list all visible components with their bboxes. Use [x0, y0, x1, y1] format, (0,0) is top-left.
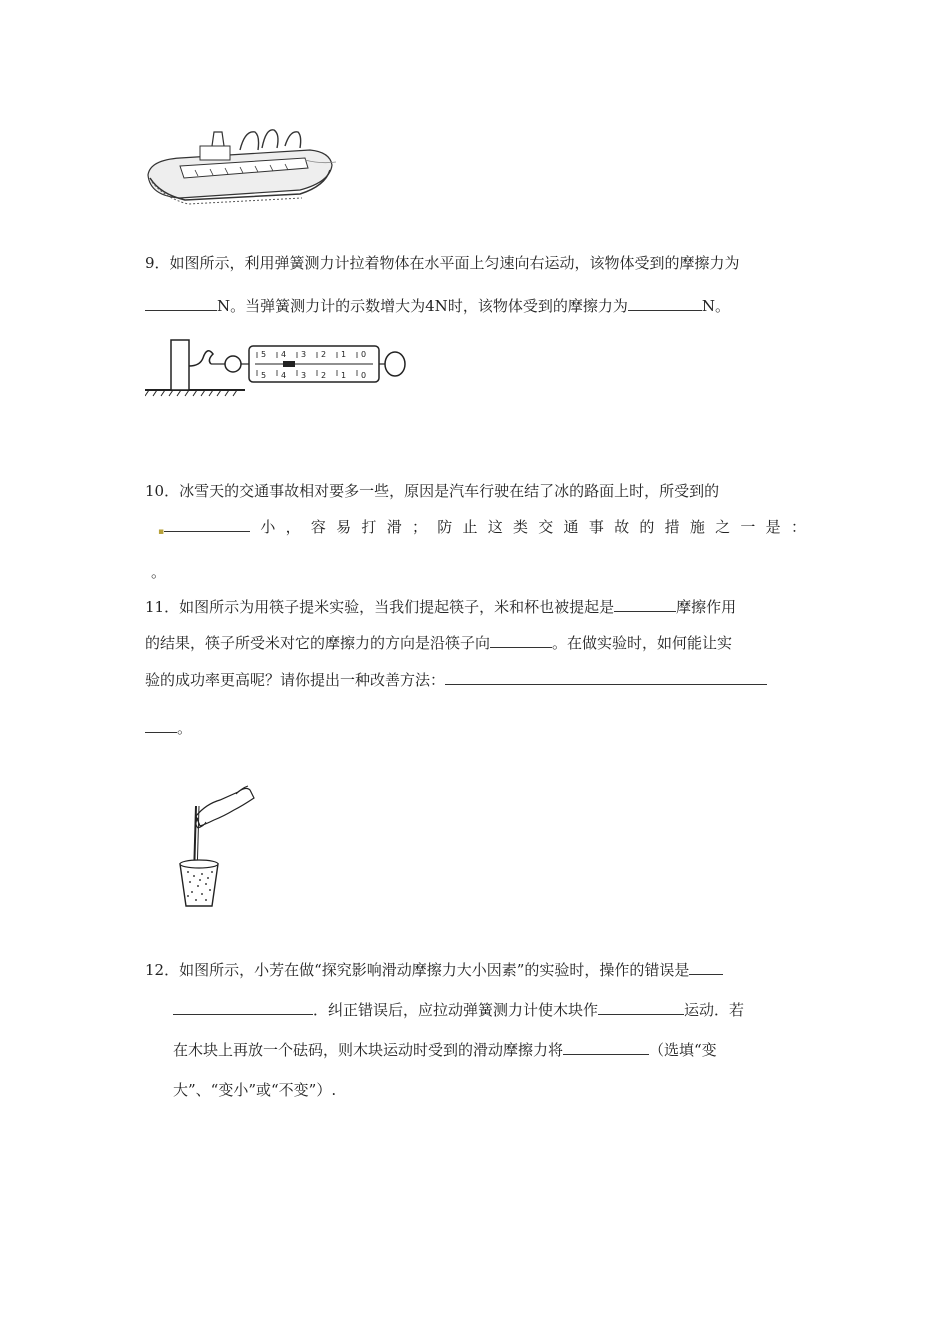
- q10-char: 这: [487, 518, 503, 536]
- q12-line-4: [173, 1080, 336, 1100]
- q10-char: 的: [639, 518, 655, 536]
- q10-char: 易: [336, 518, 352, 536]
- scale-tick-bottom-1: 1: [341, 371, 347, 380]
- q12-blank-1a[interactable]: [689, 960, 723, 975]
- q11-text-2b: 。在做实验时，如何能让实: [552, 634, 733, 652]
- q10-text-1: 10．冰雪天的交通事故相对要多一些，原因是汽车行驶在结了冰的路面上时，所受到的: [145, 482, 720, 500]
- q12-line-1: [145, 960, 723, 980]
- q11-text-1a: 11．如图所示为用筷子提米实验，当我们提起筷子，米和杯也被提起是: [145, 598, 615, 616]
- q11-blank-4[interactable]: [145, 718, 177, 733]
- q12-blank-1b[interactable]: [173, 1000, 313, 1015]
- q10-char: 措: [664, 518, 680, 536]
- scale-tick-bottom-2: 2: [321, 371, 327, 380]
- q9-text-2: N。当弹簧测力计的示数增大为: [217, 297, 426, 315]
- q10-blank-wrap: [158, 517, 250, 537]
- q9-force-value: 4N: [425, 297, 448, 315]
- q10-char: 之: [715, 518, 731, 536]
- scale-tick-bottom-5: 5: [261, 371, 267, 380]
- q12-blank-3[interactable]: [563, 1040, 649, 1055]
- q10-char: 事: [588, 518, 604, 536]
- q9-blank-1[interactable]: [145, 296, 217, 311]
- q11-line-3: [145, 670, 767, 690]
- q9-blank-2[interactable]: [628, 296, 702, 311]
- scale-tick-top-2: 2: [321, 350, 327, 359]
- q12-text-3b: （选填“变: [649, 1041, 717, 1059]
- q10-char: 是: [765, 518, 781, 536]
- q11-blank-3[interactable]: [445, 670, 767, 685]
- spring-scale-image: [145, 336, 415, 400]
- q11-blank-2[interactable]: [490, 633, 552, 648]
- q10-char: 止: [462, 518, 478, 536]
- hovercraft-image: [140, 120, 340, 210]
- q9-text-4: N。: [701, 297, 730, 315]
- q11-line-2: [145, 633, 732, 653]
- q10-char: 故: [614, 518, 630, 536]
- q10-char: 防: [437, 518, 453, 536]
- scale-tick-bottom-4: 4: [281, 371, 287, 380]
- scale-tick-top-3: 3: [301, 350, 307, 359]
- q10-text-3: 。: [151, 563, 167, 581]
- q11-text-4: 。: [177, 719, 193, 737]
- q12-blank-2[interactable]: [598, 1000, 684, 1015]
- q10-char: 打: [361, 518, 377, 536]
- q12-text-3a: 在木块上再放一个砝码，则木块运动时受到的滑动摩擦力将: [173, 1041, 564, 1059]
- q11-blank-1[interactable]: [614, 597, 676, 612]
- q9-text-1: 9．如图所示，利用弹簧测力计拉着物体在水平面上匀速向右运动，该物体受到的摩擦力为: [145, 254, 740, 272]
- scale-tick-top-4: 4: [281, 350, 287, 359]
- q10-char: 容: [310, 518, 326, 536]
- q9-text-3: 时，该物体受到的摩擦力为: [447, 297, 628, 315]
- scale-tick-top-0: 0: [361, 350, 367, 359]
- q12-line-3: [173, 1040, 717, 1060]
- q9-line-2: [145, 296, 730, 316]
- chopstick-rice-image: [176, 776, 256, 910]
- q10-char: 小: [260, 518, 276, 536]
- q12-text-2b: 运动．若: [684, 1001, 745, 1019]
- q10-char: 类: [513, 518, 529, 536]
- q10-char: ，: [285, 518, 301, 536]
- q10-char: 通: [563, 518, 579, 536]
- q12-number: 12．: [145, 961, 180, 979]
- scale-tick-top-5: 5: [261, 350, 267, 359]
- q10-char: 一: [740, 518, 756, 536]
- q10-blank-1[interactable]: [164, 517, 250, 532]
- q11-line-1: [145, 597, 736, 617]
- q12-text-4: 大”、“变小”或“不变”）.: [173, 1081, 337, 1099]
- q10-char: 施: [689, 518, 705, 536]
- q10-line-3: [151, 562, 166, 582]
- q10-line-1: [145, 481, 719, 501]
- scale-tick-top-1: 1: [341, 350, 347, 359]
- q9-line-1: [145, 253, 740, 273]
- scale-tick-bottom-3: 3: [301, 371, 307, 380]
- q12-text-2a: ．纠正错误后，应拉动弹簧测力计使木块作: [313, 1001, 599, 1019]
- q10-line-2: [158, 517, 806, 537]
- q10-dot-mark: ▪: [158, 527, 165, 537]
- q11-text-3: 验的成功率更高呢？请你提出一种改善方法：: [145, 671, 446, 689]
- q10-char: 交: [538, 518, 554, 536]
- q12-text-1a: 如图所示，小芳在做“探究影响滑动摩擦力大小因素”的实验时，操作的错误是: [179, 961, 690, 979]
- q12-line-2: [173, 1000, 744, 1020]
- q10-char: ；: [411, 518, 427, 536]
- q11-line-4: [145, 718, 192, 738]
- q11-text-2a: 的结果，筷子所受米对它的摩擦力的方向是沿筷子向: [145, 634, 491, 652]
- scale-tick-bottom-0: 0: [361, 371, 367, 380]
- q10-char: ：: [790, 518, 806, 536]
- q10-char: 滑: [386, 518, 402, 536]
- q11-text-1b: 摩擦作用: [676, 598, 737, 616]
